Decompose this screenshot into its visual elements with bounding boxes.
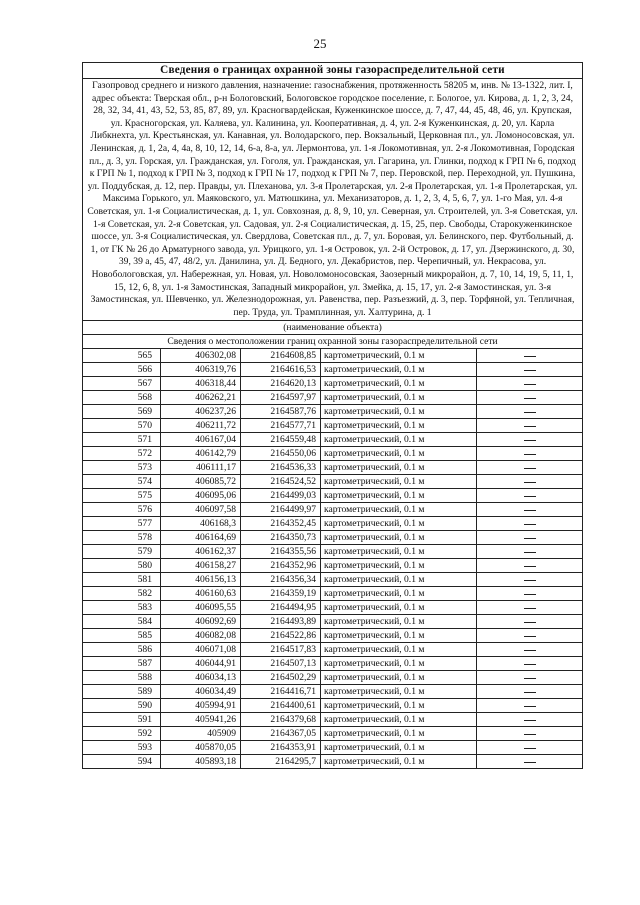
empty-value-dash [477,475,583,489]
point-number: 594 [83,755,161,769]
point-number: 565 [83,349,161,363]
dash-mark [524,650,536,651]
point-number: 580 [83,559,161,573]
point-number: 569 [83,405,161,419]
dash-mark [524,426,536,427]
dash-mark [524,384,536,385]
coordinate-x: 406095,06 [161,489,241,503]
coordinate-y: 2164400,61 [241,699,321,713]
dash-mark [524,398,536,399]
coordinate-y: 2164536,33 [241,461,321,475]
determination-method: картометрический, 0.1 м [321,699,477,713]
empty-value-dash [477,391,583,405]
coordinate-x: 406237,26 [161,405,241,419]
coordinate-x: 405994,91 [161,699,241,713]
coordinate-x: 406156,13 [161,573,241,587]
determination-method: картометрический, 0.1 м [321,671,477,685]
dash-mark [524,538,536,539]
point-number: 576 [83,503,161,517]
dash-mark [524,370,536,371]
point-number: 582 [83,587,161,601]
empty-value-dash [477,727,583,741]
determination-method: картометрический, 0.1 м [321,713,477,727]
point-number: 591 [83,713,161,727]
dash-mark [524,664,536,665]
coordinate-y: 2164416,71 [241,685,321,699]
empty-value-dash [477,419,583,433]
coordinate-y: 2164522,86 [241,629,321,643]
coordinate-y: 2164550,06 [241,447,321,461]
coordinate-y: 2164494,95 [241,601,321,615]
coordinate-y: 2164499,03 [241,489,321,503]
table-row [83,461,583,475]
dash-mark [524,496,536,497]
point-number: 581 [83,573,161,587]
empty-value-dash [477,657,583,671]
coordinate-y: 2164379,68 [241,713,321,727]
point-number: 578 [83,531,161,545]
dash-mark [524,580,536,581]
boundary-document [82,62,582,769]
coordinate-y: 2164608,85 [241,349,321,363]
table-row [83,377,583,391]
determination-method: картометрический, 0.1 м [321,391,477,405]
empty-value-dash [477,433,583,447]
point-number: 579 [83,545,161,559]
determination-method: картометрический, 0.1 м [321,643,477,657]
dash-mark [524,762,536,763]
determination-method: картометрический, 0.1 м [321,517,477,531]
table-row [83,489,583,503]
coordinate-x: 406168,3 [161,517,241,531]
dash-mark [524,482,536,483]
coordinate-x: 405941,26 [161,713,241,727]
determination-method: картометрический, 0.1 м [321,573,477,587]
dash-mark [524,706,536,707]
point-number: 584 [83,615,161,629]
determination-method: картометрический, 0.1 м [321,587,477,601]
empty-value-dash [477,559,583,573]
coordinate-x: 406160,63 [161,587,241,601]
table-row [83,741,583,755]
point-number: 585 [83,629,161,643]
point-number: 589 [83,685,161,699]
table-row [83,643,583,657]
point-number: 586 [83,643,161,657]
coordinate-x: 406085,72 [161,475,241,489]
determination-method: картометрический, 0.1 м [321,755,477,769]
table-row [83,531,583,545]
determination-method: картометрический, 0.1 м [321,461,477,475]
table-row [83,405,583,419]
coordinate-y: 2164587,76 [241,405,321,419]
empty-value-dash [477,377,583,391]
determination-method: картометрический, 0.1 м [321,349,477,363]
coordinate-y: 2164524,52 [241,475,321,489]
determination-method: картометрический, 0.1 м [321,433,477,447]
determination-method: картометрический, 0.1 м [321,741,477,755]
dash-mark [524,692,536,693]
determination-method: картометрический, 0.1 м [321,629,477,643]
coordinate-x: 406167,04 [161,433,241,447]
coordinate-x: 406162,37 [161,545,241,559]
dash-mark [524,678,536,679]
empty-value-dash [477,489,583,503]
page-number: 25 [313,36,327,51]
table-row [83,587,583,601]
coordinate-x: 406164,69 [161,531,241,545]
coordinate-x: 406319,76 [161,363,241,377]
empty-value-dash [477,629,583,643]
table-row [83,615,583,629]
coordinate-y: 2164597,97 [241,391,321,405]
description-row [83,79,583,321]
table-row [83,685,583,699]
coordinate-y: 2164353,91 [241,741,321,755]
determination-method: картометрический, 0.1 м [321,503,477,517]
empty-value-dash [477,755,583,769]
coordinate-y: 2164356,34 [241,573,321,587]
point-number: 583 [83,601,161,615]
dash-mark [524,608,536,609]
document-title: Сведения о границах охранной зоны газораспределительной сети [83,63,583,79]
table-row [83,349,583,363]
empty-value-dash [477,405,583,419]
point-number: 592 [83,727,161,741]
table-row [83,503,583,517]
coordinate-y: 2164517,83 [241,643,321,657]
point-number: 593 [83,741,161,755]
coordinate-y: 2164507,13 [241,657,321,671]
table-row [83,559,583,573]
coordinate-y: 2164352,45 [241,517,321,531]
table-row [83,713,583,727]
empty-value-dash [477,503,583,517]
dash-mark [524,524,536,525]
coordinate-x: 405870,05 [161,741,241,755]
coordinate-x: 406318,44 [161,377,241,391]
empty-value-dash [477,685,583,699]
dash-mark [524,440,536,441]
coordinate-x: 405909 [161,727,241,741]
table-row [83,755,583,769]
boundary-table [82,62,583,769]
determination-method: картометрический, 0.1 м [321,363,477,377]
table-row [83,433,583,447]
point-number: 566 [83,363,161,377]
table-row [83,545,583,559]
empty-value-dash [477,671,583,685]
empty-value-dash [477,615,583,629]
location-header: Сведения о местоположении границ охранной зоны газораспределительной сети [83,335,583,349]
point-number: 568 [83,391,161,405]
table-row [83,699,583,713]
empty-value-dash [477,545,583,559]
point-number: 577 [83,517,161,531]
empty-value-dash [477,461,583,475]
point-number: 575 [83,489,161,503]
point-number: 587 [83,657,161,671]
dash-mark [524,734,536,735]
empty-value-dash [477,699,583,713]
empty-value-dash [477,741,583,755]
coordinate-y: 2164493,89 [241,615,321,629]
dash-mark [524,552,536,553]
determination-method: картометрический, 0.1 м [321,615,477,629]
point-number: 590 [83,699,161,713]
coordinate-y: 2164499,97 [241,503,321,517]
table-row [83,391,583,405]
empty-value-dash [477,531,583,545]
dash-mark [524,636,536,637]
coordinate-x: 406092,69 [161,615,241,629]
dash-mark [524,412,536,413]
empty-value-dash [477,587,583,601]
empty-value-dash [477,573,583,587]
empty-value-dash [477,601,583,615]
dash-mark [524,468,536,469]
table-row [83,671,583,685]
point-number: 574 [83,475,161,489]
coordinate-x: 406082,08 [161,629,241,643]
coordinate-x: 406262,21 [161,391,241,405]
coordinate-x: 406034,49 [161,685,241,699]
object-description: Газопровод среднего и низкого давления, назначение: газоснабжения, протяженность 58205 м, инв. № 13-1322, лит. I, адрес объекта: Тверская обл., р-н Бологовский, Бологовское городское поселение, г. Бологое, ул. Кирова, д. 1, 2, 3, 24, 28, 32, 34, 41, 43, 52, 53, 85, 87, 89, ул. Красногвардейская, Куженкинское шоссе, д. 7, 47, 44, 45, 48, 46, ул. Крупская, ул. Красногорская, ул. Каляева, ул. Калинина, ул. Кооперативная, д. 4, ул. 2-я Куженкинская, д. 20, ул. Карла Либкнехта, ул. Крестьянская, ул. Канавная, ул. Володарского, пер. Вокзальный, Церковная пл., ул. Ломоносовская, ул. Ленинская, д. 1, 2а, 4, 4а, 8, 10, 12, 14, 6-а, 8-а, ул. Лермонтова, ул. 1-я Локомотивная, ул. 2-я Локомотивная, Городская пл., д. 3, ул. Горская, ул. Гражданская, ул. Гоголя, ул. Гражданская, ул. Гагарина, ул. Глинки, подход к ГРП № 6, подход к ГРП № 1, подход к ГРП № 3, подход к ГРП № 17, подход к ГРП № 7, пер. Перовской, пер. Переходной, ул. Пушкина, ул. Поддубская, д. 12, пер. Правды, ул. Плеханова, ул. 3-я Пролетарская, ул. 2-я Пролетарская, ул. 1-я Пролетарская, ул. Максима Горького, ул. Маяковского, ул. Матюшкина, ул. Механизаторов, д. 1, 2, 3, 4, 5, 6, 7, ул. 1-го Мая, ул. 4-я Советская, ул. 1-я Социалистическая, д. 1, ул. Совхозная, д. 8, 9, 10, ул. Северная, ул. Строителей, ул. 3-я Советская, ул. 1-я Советская, ул. 2-я Советская, ул. Садовая, ул. 2-я Социалистическая, д. 15, 25, пер. Свободы, Старокуженкинское шоссе, ул. 3-я Социалистическая, ул. Свердлова, Советская пл., д. 7, ул. Боровая, ул. Белинского, пер. Футбольный, д. 1, от ГК № 26 до Арматурного завода, ул. Урицкого, ул. 1-я Островок, ул. 2-й Островок, д. 17, ул. Дзержинского, д. 30, 39, 39 а, 45, 47, 48/2, ул. Данилина, ул. Д. Бедного, ул. Декабристов, пер. Черепичный, ул. Некрасова, ул. Новобологовская, ул. Набережная, ул. Новая, ул. Новоломоносовская, Заозерный микрорайон, д. 7, 10, 14, 19, 5, 11, 1, 15, 12, 6, 8, ул. 1-я Замостинская, Западный микрорайон, ул. Змейка, д. 15, 17, ул. 2-я Замостинская, ул. 3-я Замостинская, ул. Шевченко, ул. Железнодорожная, ул. Равенства, пер. Разъезжий, д. 3, пер. Торфяной, ул. Тепличная, пер. Труда, ул. Трамплинная, ул. Халтурина, д. 1 [83,79,583,321]
coordinate-y: 2164295,7 [241,755,321,769]
table-row [83,419,583,433]
empty-value-dash [477,643,583,657]
caption-row [83,321,583,335]
coordinate-x: 406158,27 [161,559,241,573]
empty-value-dash [477,517,583,531]
determination-method: картометрический, 0.1 м [321,377,477,391]
dash-mark [524,594,536,595]
table-row [83,363,583,377]
determination-method: картометрический, 0.1 м [321,727,477,741]
table-row [83,601,583,615]
dash-mark [524,454,536,455]
table-row [83,475,583,489]
empty-value-dash [477,363,583,377]
determination-method: картометрический, 0.1 м [321,447,477,461]
coordinate-y: 2164620,13 [241,377,321,391]
table-row [83,447,583,461]
coordinate-x: 406302,08 [161,349,241,363]
location-header-row [83,335,583,349]
object-caption: (наименование объекта) [83,321,583,335]
title-row [83,63,583,79]
coordinate-x: 406097,58 [161,503,241,517]
point-number: 588 [83,671,161,685]
coordinate-x: 406071,08 [161,643,241,657]
coordinate-x: 406034,13 [161,671,241,685]
dash-mark [524,748,536,749]
dash-mark [524,356,536,357]
point-number: 570 [83,419,161,433]
coordinate-y: 2164616,53 [241,363,321,377]
table-row [83,727,583,741]
table-row [83,517,583,531]
point-number: 572 [83,447,161,461]
empty-value-dash [477,713,583,727]
coordinate-x: 405893,18 [161,755,241,769]
determination-method: картометрический, 0.1 м [321,657,477,671]
coordinate-y: 2164577,71 [241,419,321,433]
determination-method: картометрический, 0.1 м [321,685,477,699]
coordinate-y: 2164359,19 [241,587,321,601]
determination-method: картометрический, 0.1 м [321,475,477,489]
empty-value-dash [477,447,583,461]
point-number: 573 [83,461,161,475]
dash-mark [524,720,536,721]
coordinate-x: 406095,55 [161,601,241,615]
determination-method: картометрический, 0.1 м [321,405,477,419]
coordinate-y: 2164502,29 [241,671,321,685]
determination-method: картометрический, 0.1 м [321,545,477,559]
determination-method: картометрический, 0.1 м [321,559,477,573]
coordinate-y: 2164355,56 [241,545,321,559]
dash-mark [524,622,536,623]
empty-value-dash [477,349,583,363]
coordinate-x: 406111,17 [161,461,241,475]
dash-mark [524,566,536,567]
table-row [83,657,583,671]
determination-method: картометрический, 0.1 м [321,531,477,545]
coordinate-y: 2164352,96 [241,559,321,573]
point-number: 571 [83,433,161,447]
coordinate-x: 406142,79 [161,447,241,461]
determination-method: картометрический, 0.1 м [321,601,477,615]
coordinate-y: 2164367,05 [241,727,321,741]
coordinate-y: 2164559,48 [241,433,321,447]
table-row [83,573,583,587]
determination-method: картометрический, 0.1 м [321,489,477,503]
coordinate-x: 406211,72 [161,419,241,433]
determination-method: картометрический, 0.1 м [321,419,477,433]
dash-mark [524,510,536,511]
coordinate-x: 406044,91 [161,657,241,671]
coordinate-y: 2164350,73 [241,531,321,545]
table-row [83,629,583,643]
point-number: 567 [83,377,161,391]
